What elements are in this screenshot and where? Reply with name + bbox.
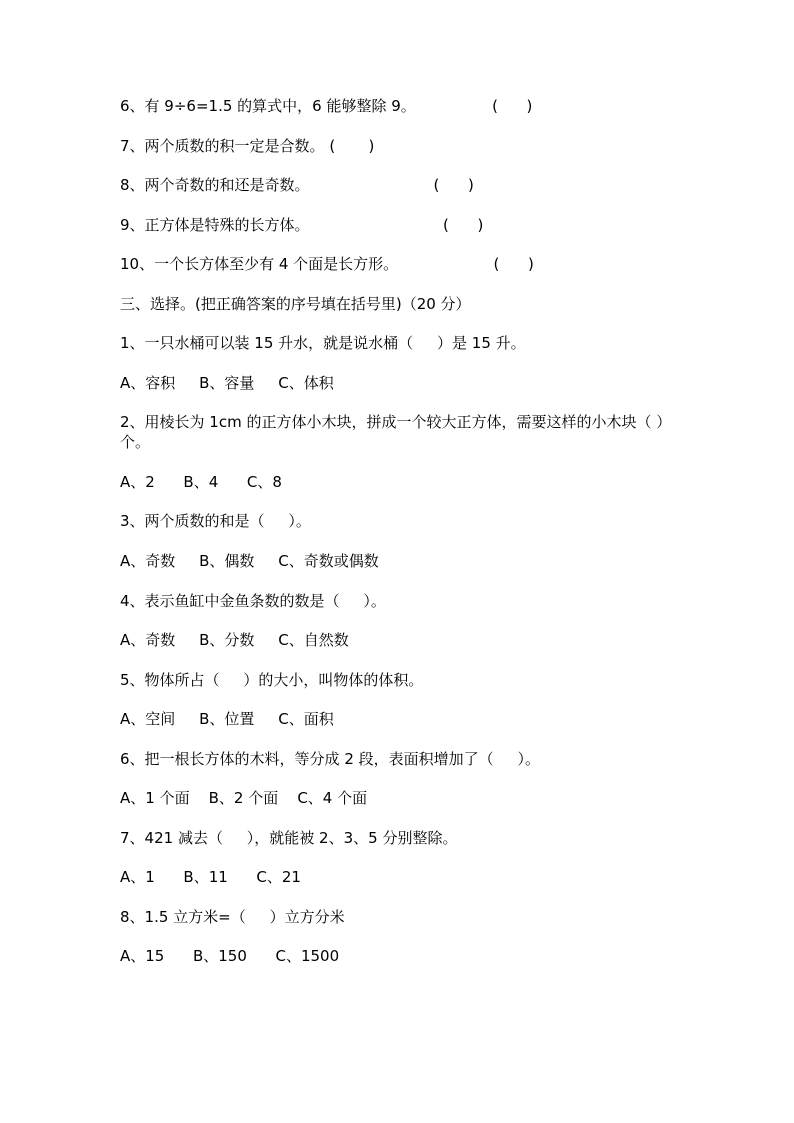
- judge-item-9: 9、正方体是特殊的长方体。 ( ): [120, 216, 484, 234]
- choice-options-5: A、空间 B、位置 C、面积: [120, 710, 334, 728]
- choice-question-7: 7、421 减去（ ），就能被 2、3、5 分别整除。: [120, 829, 458, 847]
- choice-options-2: A、2 B、4 C、8: [120, 473, 282, 491]
- choice-options-7: A、1 B、11 C、21: [120, 868, 301, 886]
- choice-question-6: 6、把一根长方体的木料，等分成 2 段，表面积增加了（ ）。: [120, 750, 540, 768]
- choice-options-3: A、奇数 B、偶数 C、奇数或偶数: [120, 552, 379, 570]
- choice-question-3: 3、两个质数的和是（ ）。: [120, 512, 311, 530]
- choice-options-8: A、15 B、150 C、1500: [120, 947, 340, 965]
- choice-question-1: 1、一只水桶可以装 15 升水，就是说水桶（ ）是 15 升。: [120, 334, 526, 352]
- judge-item-8: 8、两个奇数的和还是奇数。 ( ): [120, 176, 474, 194]
- choice-question-5: 5、物体所占（ ）的大小，叫物体的体积。: [120, 671, 424, 689]
- choice-options-1: A、容积 B、容量 C、体积: [120, 374, 334, 392]
- choice-question-2: 2、用棱长为 1cm 的正方体小木块，拼成一个较大正方体，需要这样的小木块（ ）个。: [120, 413, 672, 451]
- section-heading-choice: 三、选择。(把正确答案的序号填在括号里)（20 分）: [120, 295, 471, 313]
- choice-question-4: 4、表示鱼缸中金鱼条数的数是（ ）。: [120, 592, 386, 610]
- choice-question-8: 8、1.5 立方米=（ ）立方分米: [120, 908, 345, 926]
- judge-item-7: 7、两个质数的积一定是合数。 ( ): [120, 137, 375, 155]
- judge-item-6: 6、有 9÷6=1.5 的算式中，6 能够整除 9。 ( ): [120, 97, 533, 115]
- judge-item-10: 10、一个长方体至少有 4 个面是长方形。 ( ): [120, 255, 534, 273]
- choice-options-4: A、奇数 B、分数 C、自然数: [120, 631, 349, 649]
- choice-options-6: A、1 个面 B、2 个面 C、4 个面: [120, 789, 368, 807]
